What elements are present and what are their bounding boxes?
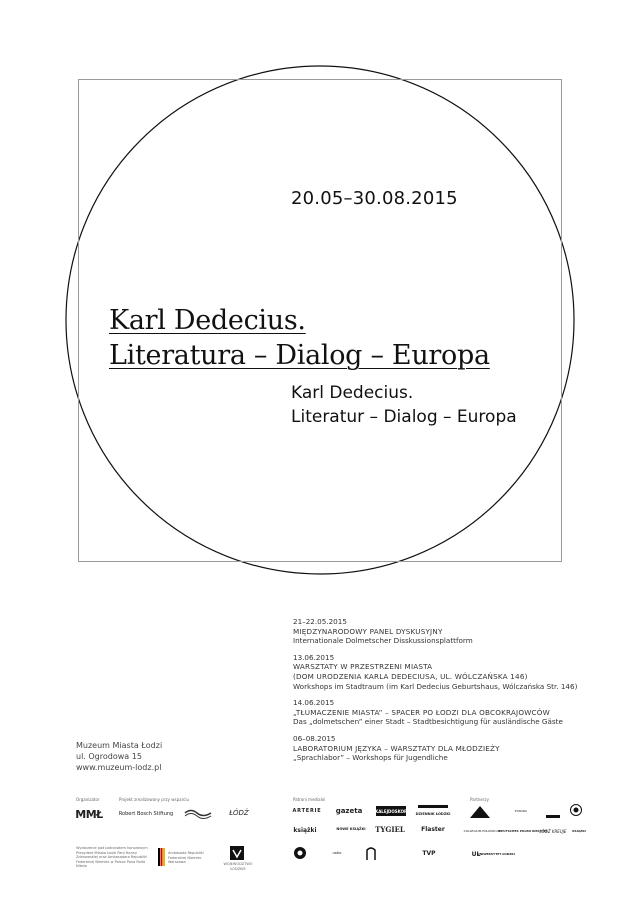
event-description: Das „dolmetschen” einer Stadt – Stadtbesichtigung für ausländische Gäste [293,717,563,727]
partners-label: Partnerzy [470,797,490,802]
ksiazki-partner-logo: KSIĄŻKI [572,829,586,833]
event-title: „TŁUMACZENIE MIASTA” – SPACER PO ŁODZI DLA OBCOKRAJOWCÓW [293,707,550,717]
title-polish [109,303,490,373]
seal-icon [570,804,582,816]
event-item [293,698,613,727]
polen-institut-logo: DEUTSCHES POLEN INSTITUT [498,829,548,833]
german-eagle-icon [158,848,166,866]
event-title: MIĘDZYNARODOWY PANEL DYSKUSYJNY [293,626,443,636]
media-label: Patroni medialni [293,797,326,802]
patronage-note: Wydarzenie pod patronatem honorowym Prezydent Miasta Łodzi Pani Hanny Zdanowskiej oraz Ambasadora Republiki Federalnej Niemiec w Polsce Pana Rolfa Nikela [76,846,148,868]
event-description: Workshops im Stadtraum (im Karl Dedecius Geburtshaus, Wólczańska Str. 146) [293,681,578,691]
date-range: 20.05–30.08.2015 [291,188,458,209]
collegium-emblem-icon [470,806,490,818]
uniwersytet-logo: UNIWERSYTET ŁÓDZKI [477,852,515,856]
dziennik-logo: DZIENNIK ŁÓDZKI [418,805,448,820]
flaster-logo: Flaster [421,825,445,833]
event-description: „Sprachlabor” – Workshops für Jugendliche [293,753,448,763]
event-item [293,617,613,646]
mml-logo: MMŁ [75,807,103,821]
title-german [291,381,517,429]
tygiel-logo: TYGIEL [375,824,405,834]
title-german-line-1: Karl Dedecius. [291,383,414,403]
event-item [293,653,613,691]
gazeta-logo: gazeta [335,807,363,815]
support-label: Projekt zrealizowany przy wsparciu [119,797,189,802]
ul-logo: UL [471,850,481,858]
german-embassy-text: Ambasada Republiki Federalnej Niemiec Warszawa [168,851,204,864]
event-date: 06–08.2015 [293,733,336,743]
event-description: Internationale Dolmetscher Disskussionsplattform [293,636,473,646]
event-title-line-2: (DOM URODZENIA KARLA DEDECIUSA, UL. WÓLCZAŃSKA 146) [293,671,528,681]
event-date: 14.06.2015 [293,698,335,708]
ksiazki-logo: książki [293,826,317,834]
collegium-logo: COLLEGIUM POLONICUM [463,829,501,833]
radio-logo-icon [293,846,307,860]
museum-name: Muzeum Miasta Łodzi [76,741,163,750]
lodz-logo: ŁÓDŹ [229,809,249,817]
event-date: 21–22.05.2015 [293,617,347,626]
fwpn-icon [183,806,213,820]
tvp-logo: TVP [422,849,436,857]
title-german-line-2: Literatur – Dialog – Europa [291,407,517,427]
museum-address [76,740,162,773]
fwpn-logo [183,806,213,820]
europa-logo: EUROPA [514,809,528,813]
arch-logo-icon [366,846,376,860]
organizer-label: Organizator [76,797,100,802]
museum-street: ul. Ogrodowa 15 [76,752,142,761]
radio-lodz-logo: radio [332,851,342,855]
event-title: LABORATORIUM JĘZYKA – WARSZTATY DLA MŁODZIEŻY [293,743,500,753]
museum-website[interactable]: www.muzeum-lodz.pl [76,763,162,772]
wojewodztwo-emblem-icon [230,846,244,860]
event-title: WARSZTATY W PRZESTRZENI MIASTA [293,662,433,672]
bosch-logo: Robert Bosch Stiftung [118,811,174,817]
event-list [293,617,613,770]
kalejdoskop-logo: KALEJDOSKOP [376,806,406,816]
event-item [293,734,613,763]
title-polish-line-1: Karl Dedecius. [109,305,306,336]
lodz-kreuje-logo: ŁÓDŹ KREUJE [539,828,567,834]
title-polish-line-2: Literatura – Dialog – Europa [109,340,490,371]
wojewodztwo-text: WOJEWÓDZTWO ŁÓDZKIE [223,862,253,871]
nowe-ksiazki-logo: NOWE KSIĄŻKI [336,827,366,831]
arterie-logo: ARTERIE [292,808,322,814]
event-date: 13.06.2015 [293,652,335,662]
partner-mark-icon [546,806,560,818]
